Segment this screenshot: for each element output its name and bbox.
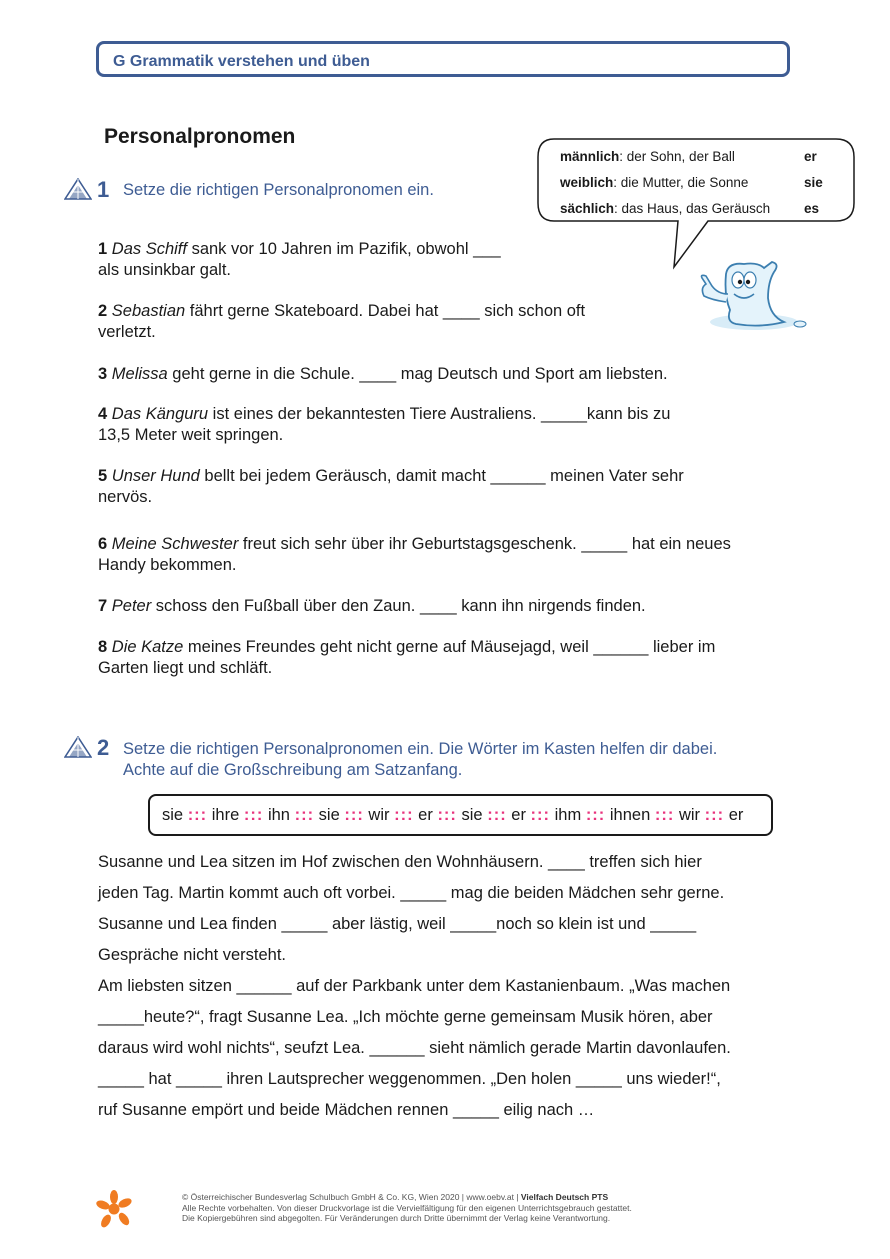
word: ihre [211, 806, 240, 824]
story-line: Susanne und Lea sitzen im Hof zwischen den Wohnhäusern. ____ treffen sich hier [98, 853, 702, 871]
publisher-logo-icon [96, 1190, 132, 1228]
exercise-1-item: 1 Das Schiff sank vor 10 Jahren im Pazifik, obwohl ___ als unsinkbar galt. [98, 240, 501, 279]
exercise-2-instruction: Setze die richtigen Personalpronomen ein. Die Wörter im Kasten helfen dir dabei. Achte auf die Großschreibung am Satzanfang. [123, 740, 718, 779]
word: er [418, 806, 433, 824]
exercise-1-item: 4 Das Känguru ist eines der bekanntesten Tiere Australiens. _____kann bis zu 13,5 Meter weit springen. [98, 405, 671, 444]
exercise-2-number: 2 [97, 735, 110, 760]
bubble-pronoun-es: es [804, 201, 820, 216]
bubble-pronoun-sie: sie [804, 175, 823, 190]
story-line: Susanne und Lea finden _____ aber lästig, weil _____noch so klein ist und _____ [98, 915, 697, 933]
word: ihm [554, 806, 582, 824]
word: sie [461, 806, 483, 824]
word: sie [162, 806, 184, 824]
story-line: daraus wird wohl nichts“, seufzt Lea. ______ sieht nämlich gerade Martin davonlaufen. [98, 1039, 731, 1057]
word: ihn [267, 806, 290, 824]
word: er [728, 806, 744, 824]
exercise-level-icon [64, 736, 92, 758]
exercise-1-item: 3 Melissa geht gerne in die Schule. ____ mag Deutsch und Sport am liebsten. [98, 365, 668, 383]
story-line: Gespräche nicht versteht. [98, 946, 287, 964]
story-line: _____ hat _____ ihren Lautsprecher weggenommen. „Den holen _____ uns wieder!“, [98, 1070, 721, 1088]
word: ihnen [609, 806, 651, 824]
exercise-1-item: 5 Unser Hund bellt bei jedem Geräusch, damit macht ______ meinen Vater sehr nervös. [98, 467, 684, 506]
exercise-1-item: 2 Sebastian fährt gerne Skateboard. Dabei hat ____ sich schon oft verletzt. [98, 302, 586, 341]
bubble-row-masculine: männlich: der Sohn, der Ball [560, 149, 735, 164]
word: er [511, 806, 526, 824]
word: wir [678, 806, 701, 824]
section-header [96, 41, 790, 77]
word: sie [318, 806, 340, 824]
footer-copyright: © Österreichischer Bundesverlag Schulbuch GmbH & Co. KG, Wien 2020 | www.oebv.at | Vielfach Deutsch PTS Alle Rechte vorbehalten. Von dieser Druckvorlage ist die Vervielfältigung für den eigenen Unterrichtsgebrauch gestattet. Die Kopiergebühren sind abgegolten. Für Veränderungen durch Dritte übernimmt der Verlag keine Verantwortung. [182, 1192, 632, 1223]
story-line: ruf Susanne empört und beide Mädchen rennen _____ eilig nach … [98, 1101, 595, 1119]
exercise-1-item: 7 Peter schoss den Fußball über den Zaun. ____ kann ihn nirgends finden. [98, 597, 646, 615]
exercise-1-item: 6 Meine Schwester freut sich sehr über ihr Geburtstagsgeschenk. _____ hat ein neues Handy bekommen. [98, 535, 731, 574]
exercise-1-instruction: Setze die richtigen Personalpronomen ein. [123, 181, 434, 199]
story-line: _____heute?“, fragt Susanne Lea. „Ich möchte gerne gemeinsam Musik hören, aber [98, 1008, 713, 1026]
exercise-1-number: 1 [97, 177, 110, 202]
bubble-row-feminine: weiblich: die Mutter, die Sonne [560, 175, 749, 190]
word: wir [368, 806, 390, 824]
section-header-title: G Grammatik verstehen und üben [113, 53, 370, 70]
exercise-1-item: 8 Die Katze meines Freundes geht nicht gerne auf Mäusejagd, weil ______ lieber im Garten liegt und schläft. [98, 638, 716, 677]
exercise-level-icon [64, 178, 92, 200]
story-line: jeden Tag. Martin kommt auch oft vorbei. _____ mag die beiden Mädchen sehr gerne. [98, 884, 725, 902]
story-line: Am liebsten sitzen ______ auf der Parkbank unter dem Kastanienbaum. „Was machen [98, 977, 731, 995]
bubble-row-neuter: sächlich: das Haus, das Geräusch [560, 201, 771, 216]
bubble-pronoun-er: er [804, 149, 817, 164]
page-title: Personalpronomen [104, 125, 296, 148]
word-box: sie ::: ihre ::: ihn ::: sie ::: wir ::: er ::: sie ::: er ::: ihm ::: ihnen ::: wir ::: er [148, 794, 773, 836]
